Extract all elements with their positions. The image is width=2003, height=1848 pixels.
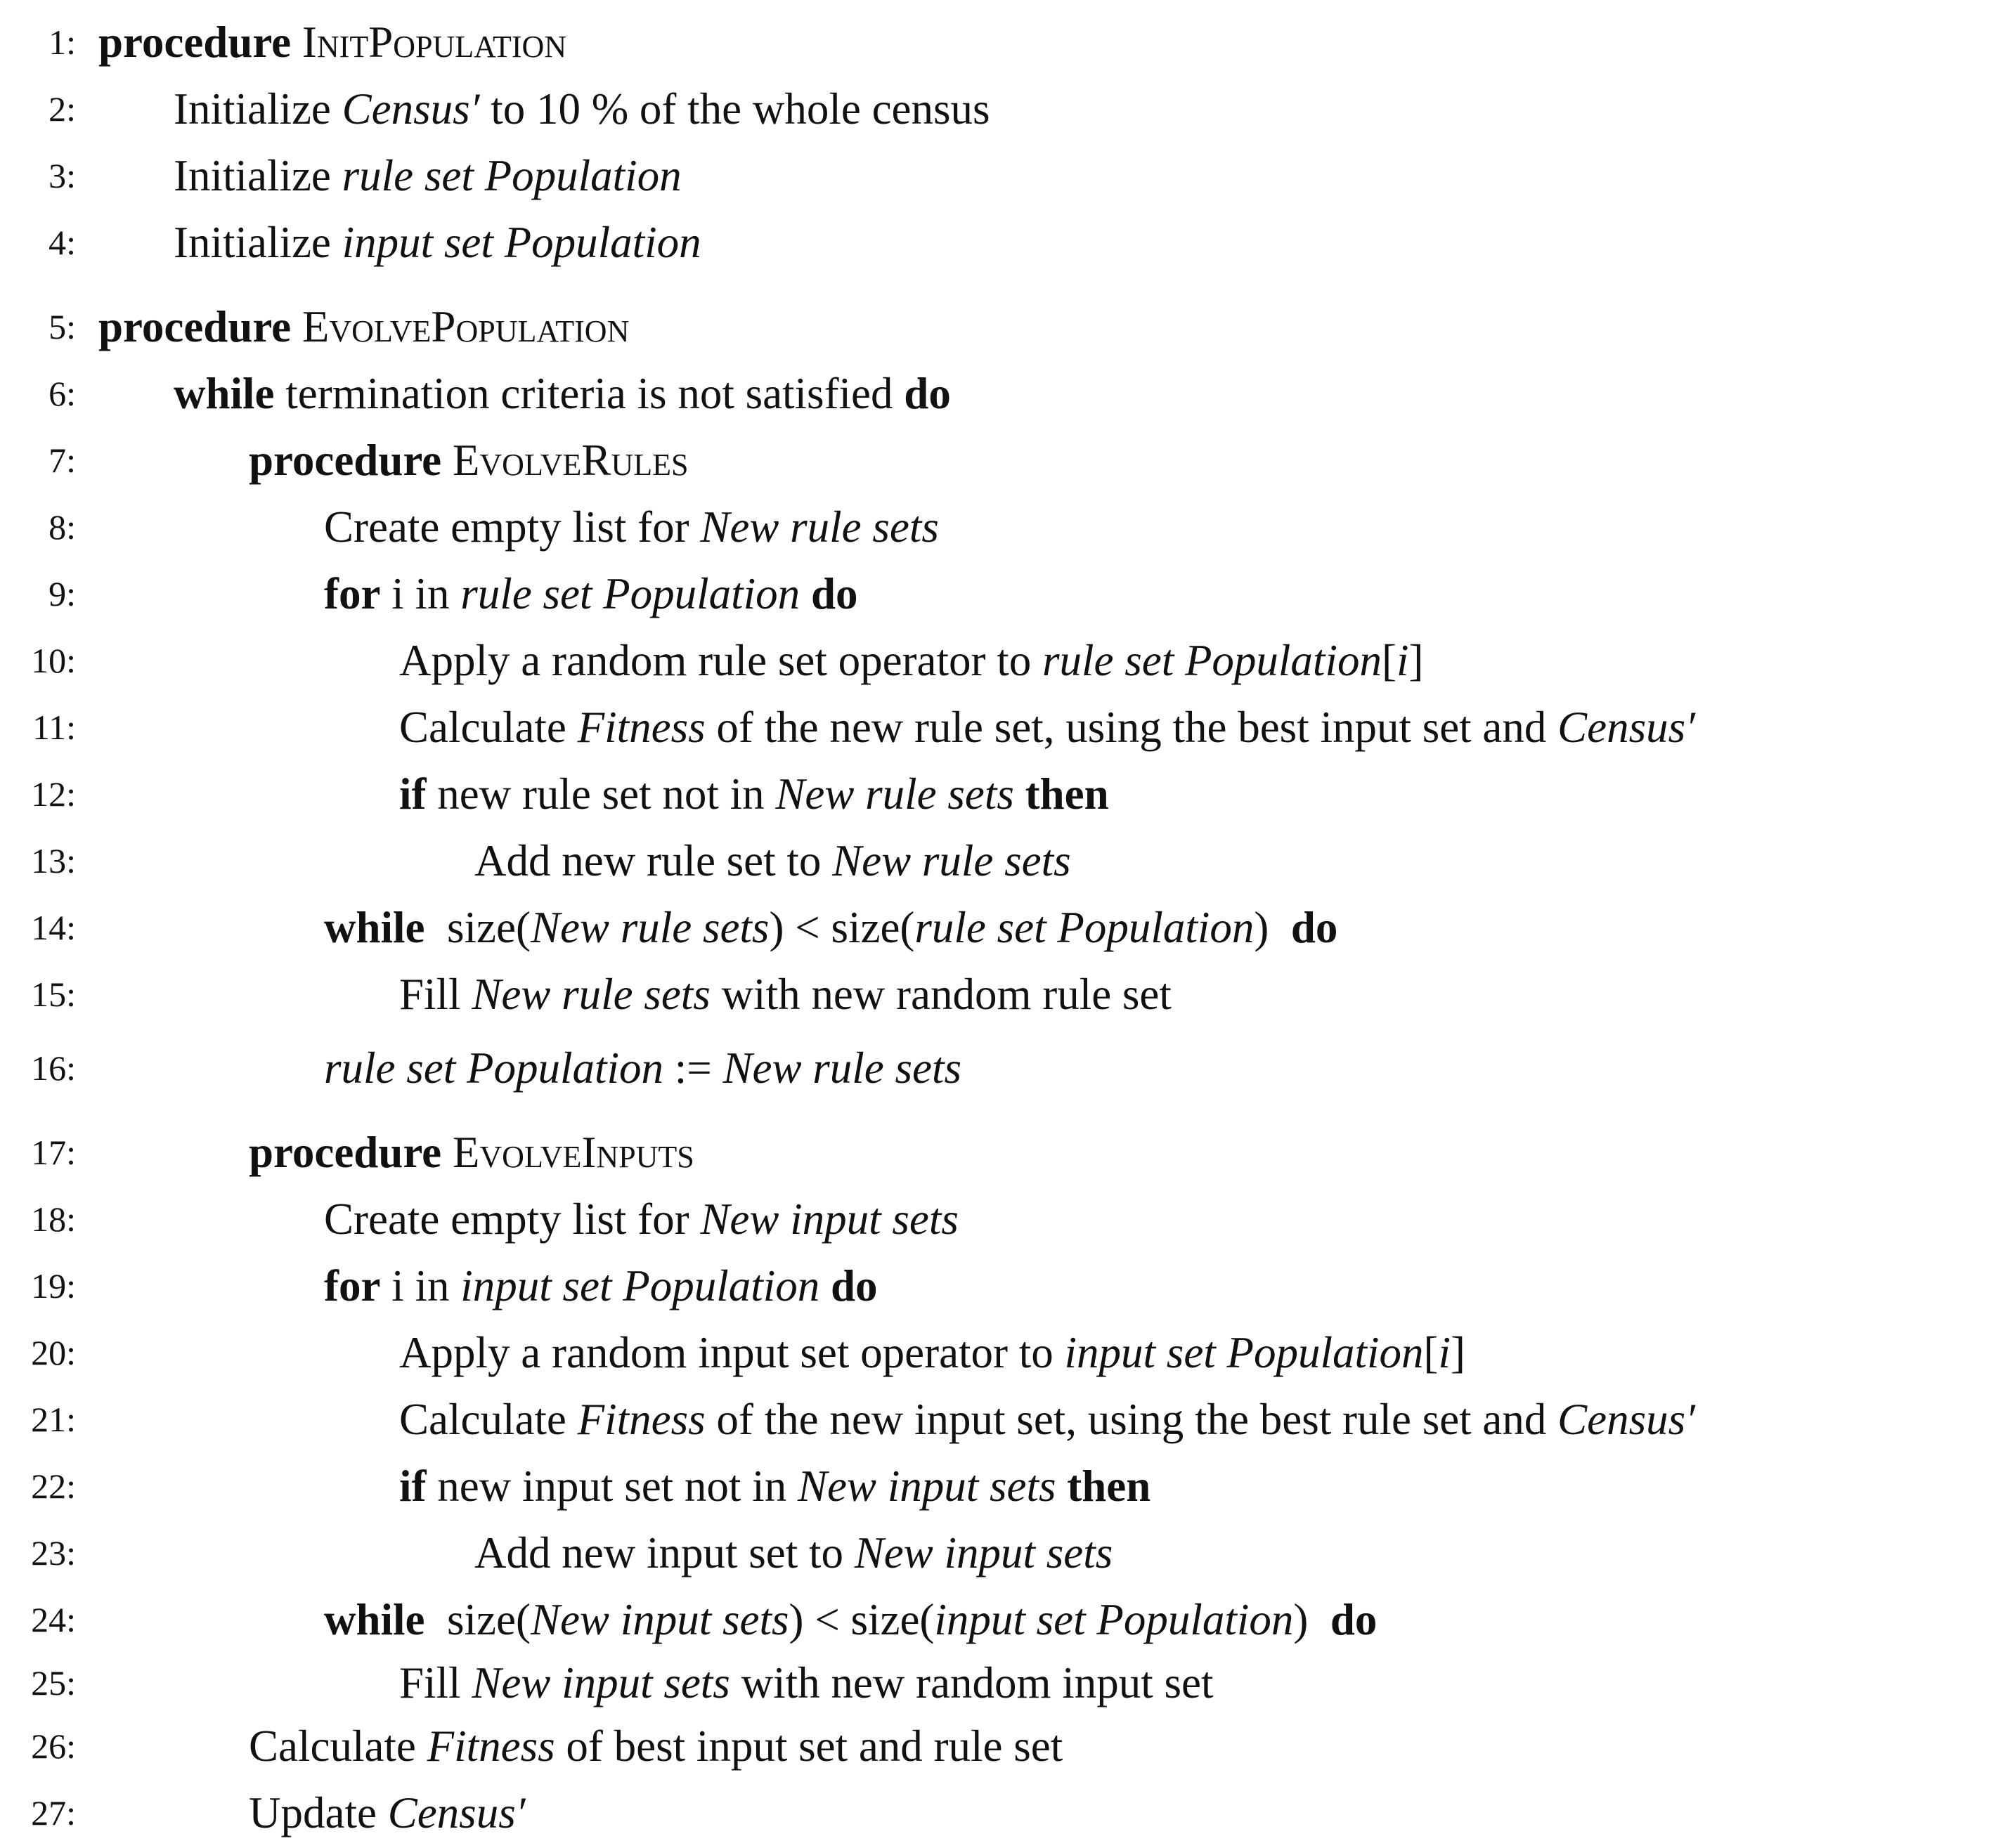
line-number: 17: [31, 1133, 76, 1172]
line-code [399, 632, 1423, 689]
text-segment: Apply a random rule set operator to [399, 636, 1042, 685]
keyword: procedure [249, 1128, 442, 1177]
text-segment: termination criteria is not satisfied [274, 369, 905, 418]
text-segment: new rule set not in [426, 769, 776, 819]
italic-term: rule set Population [342, 151, 682, 200]
procedure-name: EvolveInputs [452, 1128, 694, 1177]
text-segment: Create empty list for [324, 1195, 701, 1244]
text-segment: ] [1451, 1328, 1466, 1377]
keyword: then [1025, 769, 1109, 819]
text-segment [291, 18, 302, 67]
italic-term: New rule sets [472, 970, 711, 1019]
text-segment [819, 1261, 831, 1310]
text-segment [441, 1128, 453, 1177]
text-segment: with new random rule set [710, 970, 1172, 1019]
italic-term: input set Population [1064, 1328, 1424, 1377]
italic-term: i [1438, 1328, 1451, 1377]
italic-term: New input sets [472, 1658, 730, 1707]
text-segment: ) [1293, 1595, 1330, 1644]
line-number: 12: [31, 774, 76, 814]
italic-term: New rule sets [700, 502, 939, 552]
line-number: 1: [48, 22, 76, 62]
text-segment: Calculate [249, 1722, 427, 1771]
line-number: 26: [31, 1726, 76, 1766]
keyword: if [399, 1462, 427, 1511]
line-number: 24: [31, 1600, 76, 1639]
keyword: then [1067, 1462, 1151, 1511]
text-segment: Update [249, 1788, 388, 1837]
line-code [324, 499, 939, 555]
keyword: procedure [98, 18, 292, 67]
italic-term: Fitness [427, 1722, 555, 1771]
line-code [249, 1124, 694, 1180]
keyword: while [324, 903, 425, 952]
italic-term: New rule sets [722, 1043, 962, 1093]
line-number: 7: [48, 441, 76, 480]
text-segment: Initialize [174, 151, 342, 200]
line-code [174, 365, 951, 422]
italic-term: Census′ [387, 1788, 526, 1837]
text-segment: i in [380, 1261, 461, 1310]
line-code [399, 699, 1695, 755]
italic-term: New rule sets [530, 903, 770, 952]
italic-term: rule set Population [1042, 636, 1382, 685]
line-number: 15: [31, 975, 76, 1014]
procedure-name: EvolvePopulation [302, 302, 630, 351]
line-number: 27: [31, 1793, 76, 1833]
line-code [174, 148, 682, 204]
line-number: 14: [31, 908, 76, 947]
text-segment [291, 302, 302, 351]
line-number: 22: [31, 1466, 76, 1506]
line-code [399, 1391, 1695, 1447]
text-segment: Calculate [399, 1395, 578, 1444]
line-number: 20: [31, 1333, 76, 1372]
line-code [174, 81, 990, 137]
italic-term: New input sets [530, 1595, 789, 1644]
text-segment: [ [1423, 1328, 1439, 1377]
line-code [399, 1458, 1150, 1514]
procedure-name: EvolveRules [452, 436, 689, 485]
line-number: 18: [31, 1199, 76, 1239]
italic-term: Census′ [1557, 1395, 1695, 1444]
line-number: 10: [31, 641, 76, 680]
line-number: 21: [31, 1400, 76, 1439]
italic-term: rule set Population [324, 1043, 663, 1093]
italic-term: rule set Population [914, 903, 1255, 952]
text-segment: Add new input set to [474, 1528, 855, 1577]
text-segment: := [663, 1043, 723, 1093]
text-segment: Apply a random input set operator to [399, 1328, 1065, 1377]
text-segment [1056, 1462, 1067, 1511]
line-number: 5: [48, 307, 76, 346]
line-code [249, 432, 688, 488]
text-segment: Initialize [174, 84, 342, 134]
italic-term: New input sets [797, 1462, 1056, 1511]
text-segment: size( [424, 1595, 531, 1644]
line-code [98, 14, 566, 70]
line-code [324, 1258, 878, 1314]
italic-term: New input sets [854, 1528, 1113, 1577]
line-code [324, 1040, 961, 1096]
line-code [399, 1655, 1213, 1711]
line-code [474, 833, 1071, 889]
italic-term: New rule sets [832, 836, 1071, 885]
text-segment: Initialize [174, 218, 342, 267]
text-segment: new input set not in [426, 1462, 798, 1511]
line-number: 9: [48, 574, 76, 613]
italic-term: New input sets [700, 1195, 959, 1244]
text-segment: ] [1408, 636, 1424, 685]
text-segment [800, 569, 811, 618]
line-number: 19: [31, 1266, 76, 1306]
text-segment: Add new rule set to [474, 836, 833, 885]
text-segment: of the new rule set, using the best input set and [705, 703, 1558, 752]
procedure-name: InitPopulation [302, 18, 567, 67]
italic-term: i [1396, 636, 1409, 685]
line-number: 3: [48, 156, 76, 195]
line-code [324, 566, 857, 622]
text-segment [441, 436, 453, 485]
line-number: 6: [48, 374, 76, 413]
line-number: 13: [31, 841, 76, 880]
line-code [399, 766, 1109, 822]
italic-term: Census′ [1557, 703, 1695, 752]
keyword: if [399, 769, 427, 819]
keyword: for [324, 1261, 381, 1310]
text-segment: of the new input set, using the best rule set and [705, 1395, 1558, 1444]
italic-term: input set Population [934, 1595, 1294, 1644]
line-code [474, 1525, 1113, 1581]
keyword: do [1330, 1595, 1378, 1644]
text-segment: of best input set and rule set [555, 1722, 1063, 1771]
keyword: do [1290, 903, 1338, 952]
line-code [98, 299, 629, 355]
text-segment: Create empty list for [324, 502, 701, 552]
line-code [249, 1785, 526, 1841]
line-code [174, 214, 701, 271]
keyword: procedure [249, 436, 442, 485]
italic-term: input set Population [342, 218, 701, 267]
keyword: do [830, 1261, 878, 1310]
text-segment: Fill [399, 970, 472, 1019]
italic-term: input set Population [460, 1261, 820, 1310]
keyword: do [904, 369, 951, 418]
keyword: do [810, 569, 858, 618]
line-code [249, 1718, 1063, 1774]
text-segment: i in [380, 569, 461, 618]
line-number: 23: [31, 1533, 76, 1573]
text-segment: ) < size( [789, 1595, 935, 1644]
line-code [399, 1325, 1465, 1381]
line-number: 25: [31, 1663, 76, 1703]
line-code [399, 966, 1172, 1022]
text-segment: to 10 % of the whole census [479, 84, 990, 134]
keyword: for [324, 569, 381, 618]
italic-term: rule set Population [460, 569, 800, 618]
italic-term: Fitness [577, 1395, 706, 1444]
text-segment: [ [1381, 636, 1396, 685]
line-code [324, 899, 1337, 956]
line-number: 16: [31, 1048, 76, 1088]
text-segment: ) < size( [769, 903, 915, 952]
text-segment: ) [1254, 903, 1291, 952]
line-number: 4: [48, 223, 76, 262]
keyword: procedure [98, 302, 292, 351]
line-number: 8: [48, 507, 76, 547]
text-segment: Fill [399, 1658, 472, 1707]
line-code [324, 1592, 1377, 1648]
line-number: 11: [32, 708, 76, 747]
italic-term: Fitness [577, 703, 706, 752]
keyword: while [324, 1595, 425, 1644]
text-segment: size( [424, 903, 531, 952]
line-code [324, 1191, 959, 1247]
text-segment [1014, 769, 1025, 819]
keyword: while [174, 369, 275, 418]
italic-term: New rule sets [775, 769, 1014, 819]
text-segment: Calculate [399, 703, 578, 752]
line-number: 2: [48, 89, 76, 129]
text-segment: with new random input set [730, 1658, 1214, 1707]
italic-term: Census′ [342, 84, 480, 134]
